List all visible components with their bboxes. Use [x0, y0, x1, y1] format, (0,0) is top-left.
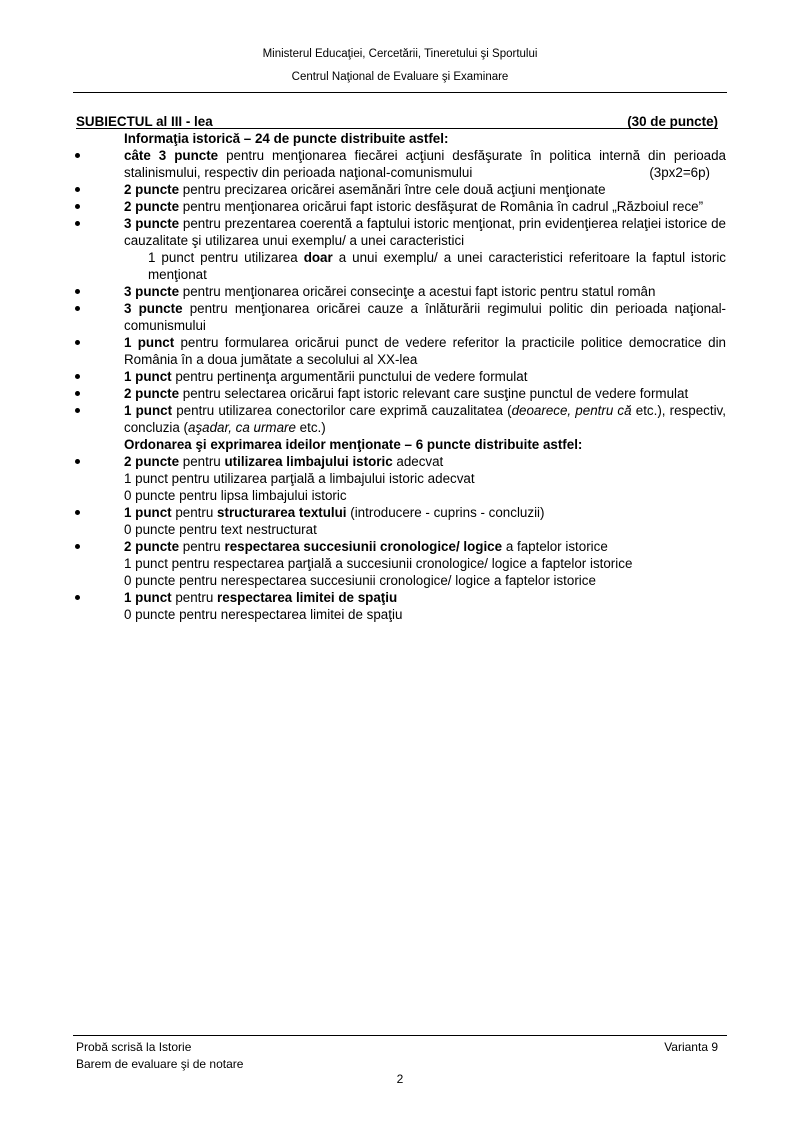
sub-item-text: 1 punct pentru utilizarea: [148, 250, 304, 265]
list-item: [76, 198, 726, 215]
item-points: 2 puncte: [124, 182, 180, 197]
item-criterion: utilizarea limbajului istoric: [224, 454, 393, 469]
item-text: pentru: [179, 539, 225, 554]
score-line: 0 puncte pentru text nestructurat: [124, 522, 317, 537]
list-item: [76, 589, 726, 606]
item-text: a faptelor istorice: [502, 539, 608, 554]
item-score-formula: (3px2=6p): [649, 165, 710, 180]
item-points: 3 puncte: [124, 216, 180, 231]
item-text: pentru formularea oricărui punct de vedere referitor la practicile politice democratice din România în a doua jumătate a secolului al XX-lea: [124, 335, 726, 367]
list-item: [76, 300, 726, 334]
item-text: (introducere - cuprins - concluzii): [346, 505, 545, 520]
header-ministry: Ministerul Educaţiei, Cercetării, Tineretului şi Sportului: [262, 48, 538, 60]
item-points: 2 puncte: [124, 539, 180, 554]
score-line: 1 punct pentru utilizarea parţială a limbajului istoric adecvat: [124, 471, 475, 486]
score-line: 0 puncte pentru lipsa limbajului istoric: [124, 488, 347, 503]
item-text: pentru: [171, 505, 218, 520]
score-line: 1 punct pentru respectarea parţială a succesiunii cronologice/ logice a faptelor istorice: [124, 556, 633, 571]
item-text: pentru: [179, 454, 225, 469]
item-text: pentru menţionarea oricărei cauze a înlăturării regimului politic din perioada naţional-comunismului: [124, 301, 727, 333]
footer-exam-name: Probă scrisă la Istorie: [76, 1040, 192, 1054]
item-points: 1 punct: [124, 403, 173, 418]
item-points: 2 puncte: [124, 386, 180, 401]
item-text: pentru menţionarea oricărei consecinţe a acestui fapt istoric pentru statul român: [179, 284, 656, 299]
item-text: pentru prezentarea coerentă a faptului istoric menţionat, prin evidenţierea relaţiei istorice de cauzalitate şi utilizarea unui exemplu/ a unei caracteristici: [124, 216, 726, 248]
page-number: 2: [396, 1072, 404, 1086]
item-text: pentru pertinenţa argumentării punctului de vedere formulat: [171, 369, 528, 384]
list-item: [76, 283, 726, 300]
footer-doc-type: Barem de evaluare şi de notare: [76, 1057, 244, 1071]
list-item: [76, 385, 726, 402]
title-underline: [76, 128, 718, 129]
item-example: deoarece, pentru că: [511, 403, 632, 418]
item-text: pentru: [171, 590, 218, 605]
item-points: 1 punct: [124, 335, 175, 350]
footer-divider: [73, 1035, 727, 1036]
item-text: adecvat: [392, 454, 444, 469]
footer-variant: Varianta 9: [664, 1040, 718, 1054]
document-body: [76, 113, 726, 623]
header-divider: [73, 92, 727, 93]
list-item: [76, 181, 726, 198]
item-text: pentru menţionarea fiecărei acţiuni desfăşurate în politica internă din perioada stalinismului, respectiv din perioada naţional-comunismului: [124, 148, 726, 180]
item-criterion: structurarea textului: [217, 505, 347, 520]
section-heading-historical-info: Informaţia istorică – 24 de puncte distribuite astfel:: [124, 131, 449, 146]
item-points: 3 puncte: [124, 301, 183, 316]
list-item: [76, 504, 726, 521]
item-text: etc.): [295, 420, 326, 435]
item-text: pentru menţionarea oricărui fapt istoric desfăşurat de România în cadrul „Războiul rece”: [179, 199, 704, 214]
list-item: [76, 147, 726, 181]
list-item: [76, 368, 726, 385]
list-item: [76, 334, 726, 368]
item-points: 2 puncte: [124, 199, 180, 214]
list-item: [76, 402, 726, 436]
header-center: Centrul Naţional de Evaluare şi Examinare: [291, 71, 509, 83]
item-criterion: respectarea succesiunii cronologice/ logice: [224, 539, 503, 554]
subject-points: (30 de puncte): [627, 114, 718, 129]
list-item: [76, 538, 726, 555]
list-item: [76, 215, 726, 249]
sub-item-text: a unui exemplu/ a unei caracteristici referitoare la faptul istoric menţionat: [148, 250, 726, 282]
subject-title: [76, 113, 726, 130]
item-criterion: respectarea limitei de spaţiu: [217, 590, 398, 605]
score-line: 0 puncte pentru nerespectarea succesiunii cronologice/ logice a faptelor istorice: [124, 573, 596, 588]
sub-item-emphasis: doar: [303, 250, 333, 265]
list-item: [76, 453, 726, 470]
item-points: câte 3 puncte: [124, 148, 219, 163]
item-text: pentru utilizarea conectorilor care exprimă cauzalitatea (: [172, 403, 512, 418]
sub-item: [76, 249, 726, 283]
item-text: etc.), respectiv, concluzia (: [124, 403, 726, 435]
item-text: pentru precizarea oricărei asemănări între cele două acţiuni menţionate: [179, 182, 606, 197]
item-points: 1 punct: [124, 590, 172, 605]
subject-title-text: SUBIECTUL al III - lea: [76, 114, 213, 129]
section-heading-ordering: Ordonarea şi exprimarea ideilor menţionate – 6 puncte distribuite astfel:: [124, 437, 583, 452]
footer: [76, 1039, 726, 1073]
item-points: 1 punct: [124, 505, 172, 520]
item-text: pentru selectarea oricărui fapt istoric relevant care susţine punctul de vedere formulat: [179, 386, 689, 401]
item-points: 2 puncte: [124, 454, 180, 469]
item-points: 3 puncte: [124, 284, 180, 299]
score-line: 0 puncte pentru nerespectarea limitei de spaţiu: [124, 607, 403, 622]
item-points: 1 punct: [124, 369, 172, 384]
item-example: aşadar, ca urmare: [188, 420, 296, 435]
